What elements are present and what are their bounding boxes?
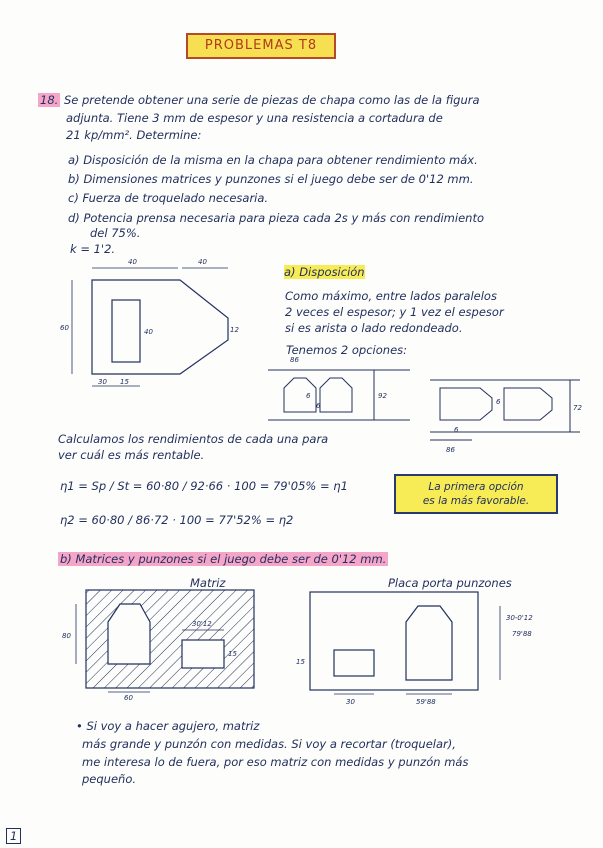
opt2-dim-side-label: 72: [573, 404, 582, 412]
item-a: a) Disposición de la misma en la chapa para obtener rendimiento máx.: [68, 153, 478, 167]
opt1-piece-2: [320, 378, 352, 412]
footer-line-4: pequeño.: [82, 772, 137, 786]
statement-line-1: Se pretende obtener una serie de piezas de chapa como las de la figura: [63, 93, 480, 107]
opt2-piece-2: [504, 388, 552, 420]
matriz-dim-small: 15: [228, 650, 237, 658]
placa-punzon-1: [406, 606, 452, 680]
dim-top-right: 40: [198, 258, 207, 266]
option-1-drawing: [268, 370, 410, 420]
opt1-dim-top: 86: [290, 356, 299, 364]
page-number: 1: [6, 828, 21, 844]
opt2-dim-bottom-label: 86: [446, 446, 455, 454]
dim-top-left: 40: [128, 258, 137, 266]
opt1-dim-side-label: 92: [378, 392, 387, 400]
calc-intro-2: ver cuál es más rentable.: [58, 448, 205, 462]
conclusion-line-2: es la más favorable.: [422, 495, 530, 507]
footer-line-1: • Si voy a hacer agujero, matriz: [76, 719, 260, 733]
item-b: b) Dimensiones matrices y punzones si el juego debe ser de 0'12 mm.: [68, 172, 474, 186]
section-a-heading: a) Disposición: [284, 265, 365, 279]
matriz-hole-2: [182, 640, 224, 668]
dim-height: 60: [60, 324, 69, 332]
problem-number: 18.: [40, 93, 59, 107]
opt1-piece-1: [284, 378, 316, 412]
conclusion-line-1: La primera opción: [428, 481, 524, 493]
placa-label: Placa porta punzones: [388, 576, 512, 590]
footer-line-3: me interesa lo de fuera, por eso matriz con medidas y punzón más: [82, 755, 469, 769]
placa-dim-b: 79'88: [512, 630, 532, 638]
section-a-line-3: si es arista o lado redondeado.: [285, 321, 463, 335]
calc-intro-1: Calculamos los rendimientos de cada una para: [58, 432, 329, 446]
eta1-formula: η1 = Sp / St = 60·80 / 92·66 · 100 = 79'05% = η1: [60, 479, 348, 493]
matriz-drawing: [76, 590, 254, 692]
placa-drawing: [310, 592, 500, 694]
dim-inner-h: 40: [144, 328, 153, 336]
dim-bottom-a: 30: [98, 378, 107, 386]
matriz-hole-1: [108, 604, 150, 664]
opt1-dim-s1: 6: [306, 392, 311, 400]
footer-line-2: más grande y punzón con medidas. Si voy a recortar (troquelar),: [82, 737, 456, 751]
placa-dim-e: 59'88: [416, 698, 436, 706]
placa-dim-c: 15: [296, 658, 305, 666]
placa-punzon-2: [334, 650, 374, 676]
piece-drawing: [72, 268, 228, 386]
opt2-piece-1: [440, 388, 492, 420]
option-2-drawing: [430, 380, 580, 440]
matriz-dim-inner: 30'12: [192, 620, 212, 628]
statement-line-3: 21 kp/mm². Determine:: [66, 128, 202, 142]
matriz-dim-height: 80: [62, 632, 71, 640]
section-b-heading: b) Matrices y punzones si el juego debe ser de 0'12 mm.: [60, 552, 387, 566]
placa-dim-d: 30: [346, 698, 355, 706]
section-a-line-1: Como máximo, entre lados paralelos: [285, 289, 497, 303]
opt2-dim-s2: 6: [496, 398, 501, 406]
matriz-dim-width: 60: [124, 694, 133, 702]
dim-bottom-b: 15: [120, 378, 129, 386]
item-c: c) Fuerza de troquelado necesaria.: [68, 191, 269, 205]
item-d-cont: del 75%.: [90, 226, 141, 240]
placa-dim-a: 30-0'12: [506, 614, 533, 622]
section-a-line-2: 2 veces el espesor; y 1 vez el espesor: [285, 305, 504, 319]
opt2-dim-s1: 6: [454, 426, 459, 434]
dim-notch: 12: [230, 326, 239, 334]
eta2-formula: η2 = 60·80 / 86·72 · 100 = 77'52% = η2: [60, 513, 294, 527]
k-value: k = 1'2.: [70, 242, 116, 256]
page-title: PROBLEMAS T8: [186, 33, 336, 59]
opt1-dim-s2: 6: [316, 402, 321, 410]
statement-line-2: adjunta. Tiene 3 mm de espesor y una resistencia a cortadura de: [66, 111, 443, 125]
matriz-label: Matriz: [190, 576, 226, 590]
item-d: d) Potencia prensa necesaria para pieza cada 2s y más con rendimiento: [68, 211, 484, 225]
options-label: Tenemos 2 opciones:: [286, 343, 408, 357]
piece-hole: [112, 300, 140, 362]
